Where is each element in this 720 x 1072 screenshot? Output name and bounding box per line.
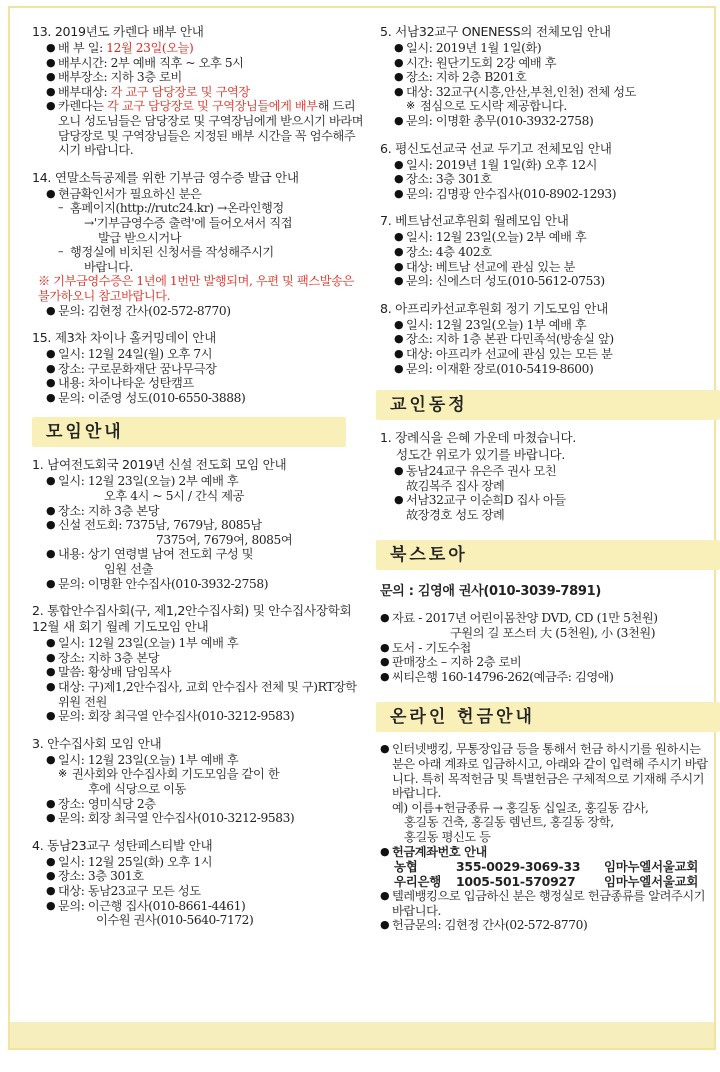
meeting-5 xyxy=(380,24,714,129)
list-item: ● 문의: 회장 최극열 안수집사(010-3212-9583) xyxy=(46,811,364,826)
list-item: ● 배 부 일: 12월 23일(오늘) xyxy=(46,41,364,56)
section-banner-bookstore: 북스토아 xyxy=(376,540,720,570)
list-item: ● 서남32교구 이순희D 집사 아들 xyxy=(394,493,714,508)
list-item: ● 문의: 회장 최극열 안수집사(010-3212-9583) xyxy=(46,709,364,724)
list-item: ● 일시: 12월 23일(오늘) 1부 예배 후 xyxy=(394,318,714,333)
notice-title: 14. 연말소득공제를 위한 기부금 영수증 발급 안내 xyxy=(32,169,299,185)
list-item: ● 문의: 김명광 안수집사(010-8902-1293) xyxy=(394,187,714,202)
list-item: ● 일시: 12월 23일(오늘) 2부 예배 후 xyxy=(394,230,714,245)
notice-title: 7. 베트남선교후원회 월례모임 안내 xyxy=(380,213,569,229)
meeting-8 xyxy=(380,301,714,376)
list-item: ● 헌금문의: 김현정 간사(02-572-8770) xyxy=(380,918,714,933)
section-banner-member-news: 교인동정 xyxy=(376,390,720,420)
list-item: ● 대상: 베트남 선교에 관심 있는 분 xyxy=(394,260,714,275)
list-item: ● 장소: 3층 301호 xyxy=(394,172,714,187)
list-item: 구원의 길 포스터 大 (5천원), 小 (3천원) xyxy=(450,626,656,641)
bank-account-row: 농협 355-0029-3069-33 임마누엘서울교회 xyxy=(394,859,699,875)
list-item: ● 일시: 12월 23일(오늘) 1부 예배 후 xyxy=(46,636,364,651)
list-item: ● 일시: 12월 23일(오늘) 1부 예배 후 xyxy=(46,753,364,768)
list-item: ● 동남24교구 유은주 권사 모친 xyxy=(394,464,714,479)
meeting-1 xyxy=(32,457,364,591)
right-column xyxy=(380,24,714,945)
list-item: – 홈페이지(http://rutc24.kr) →온라인행정 xyxy=(46,201,364,216)
bookstore xyxy=(380,580,714,684)
notice-subtitle: 성도간 위로가 있기를 바랍니다. xyxy=(396,447,566,463)
list-item: ● 현금확인서가 필요하신 분은 xyxy=(46,187,364,202)
list-item: ● 장소: 3층 301호 xyxy=(46,869,364,884)
list-item: 오후 4시 ~ 5시 / 간식 제공 xyxy=(104,489,245,504)
notice-title: 3. 안수집사회 모임 안내 xyxy=(32,735,162,751)
notice-13 xyxy=(32,24,364,158)
meeting-4 xyxy=(32,838,364,928)
notice-title: 2. 통합안수집사회(구, 제1,2안수집사회) 및 안수집사장학회 12월 새 회기 월례 기도모임 안내 xyxy=(32,603,352,635)
list-item: – 행정실에 비치된 신청서를 작성해주시기 xyxy=(46,245,364,260)
list-item: ● 텔레뱅킹으로 입금하신 분은 행정실로 헌금종류를 알려주시기 바랍니다. xyxy=(380,889,714,918)
list-item: 바랍니다. xyxy=(84,259,133,274)
list-item: 故김복주 집사 장례 xyxy=(406,478,505,493)
notice-14 xyxy=(32,170,364,318)
list-item: ※ 권사회와 안수집사회 기도모임을 같이 한 xyxy=(46,767,364,782)
list-item: ● 시간: 원단기도회 2강 예배 후 xyxy=(394,56,714,71)
list-item: ● 대상: 구)제1,2안수집사, 교회 안수집사 전체 및 구)RT장학위원 전원 xyxy=(46,680,364,709)
list-item: ● 문의: 이재환 장로(010-5419-8600) xyxy=(394,362,714,377)
list-item: ● 내용: 차이나타운 성탄캠프 xyxy=(46,376,364,391)
notice-title: 1. 장례식을 은혜 가운데 마쳤습니다. xyxy=(380,430,577,446)
section-banner-meetings: 모임안내 xyxy=(32,417,346,447)
list-item: 임원 선출 xyxy=(104,562,153,577)
list-item: ● 문의: 이명환 안수집사(010-3932-2758) xyxy=(46,577,364,592)
list-item: ● 일시: 12월 25일(화) 오후 1시 xyxy=(46,855,364,870)
list-item: 홍길동 평신도 등 xyxy=(404,830,491,844)
list-item: ● 배부장소: 지하 3층 로비 xyxy=(46,70,364,85)
list-item: ● 대상: 동남23교구 모든 성도 xyxy=(46,884,364,899)
list-item: ● 대상: 32교구(시흥,안산,부천,인천) 전체 성도 xyxy=(394,85,714,100)
list-item: ● 대상: 아프리카 선교에 관심 있는 모든 분 xyxy=(394,347,714,362)
list-item: 이수원 권사(010-5640-7172) xyxy=(96,913,254,928)
list-item: ● 장소: 영미식당 2층 xyxy=(46,797,364,812)
notice-title: 1. 남여전도회국 2019년 신설 전도회 모임 안내 xyxy=(32,457,287,473)
list-item: 홍길동 건축, 홍길동 렘넌트, 홍길동 장학, xyxy=(404,815,614,830)
online-offering xyxy=(380,742,714,933)
bank-account-row: 우리은행 1005-501-570927 임마누엘서울교회 xyxy=(394,874,699,890)
list-item: ● 일시: 12월 24일(월) 오후 7시 xyxy=(46,347,364,362)
list-item: 예) 이름+헌금종류 → 홍길동 십일조, 홍길동 감사, xyxy=(392,800,649,815)
list-item: ● 장소: 지하 2층 B201호 xyxy=(394,70,714,85)
list-item: ● 장소: 지하 1층 본관 다민족석(방송실 앞) xyxy=(394,332,714,347)
notice-title: 8. 아프리카선교후원회 정기 기도모임 안내 xyxy=(380,300,608,316)
list-item: →'기부금영수증 출력'에 들어오셔서 직접 xyxy=(84,215,293,230)
list-item: ● 신설 전도회: 7375남, 7679남, 8085남 xyxy=(46,518,364,533)
list-item: ● 카렌다는 각 교구 담당장로 및 구역장님들에게 배부해 드리오니 성도님들은 담당장로 및 구역장님에게 받으시기 바라며 담당장로 및 구역장님들은 지정된 배부 시간을 꼭 엄수해주시기 바랍니다. xyxy=(46,99,364,157)
list-item: 후에 식당으로 이동 xyxy=(88,781,186,796)
list-item: ● 판매장소 – 지하 2층 로비 xyxy=(380,655,714,670)
list-item: ● 장소: 구로문화재단 꿈나무극장 xyxy=(46,362,364,377)
list-item: ● 말씀: 황상배 담임목사 xyxy=(46,665,364,680)
list-item: ● 인터넷뱅킹, 무통장입금 등을 통해서 헌금 하시기를 원하시는 분은 아래 계좌로 입금하시고, 아래와 같이 입력해 주시기 바랍니다. 특히 목적헌금 및 특별헌금은 구체적으로 기재해 주시기 바랍니다. xyxy=(380,742,714,800)
list-item: ● 장소: 4층 402호 xyxy=(394,245,714,260)
list-item: ● 자료 - 2017년 어린이몸찬양 DVD, CD (1만 5천원) xyxy=(380,611,714,626)
list-item: ● 일시: 12월 23일(오늘) 2부 예배 후 xyxy=(46,474,364,489)
notice-title: 15. 제3차 차이나 홀커밍데이 안내 xyxy=(32,330,217,346)
bottom-band xyxy=(10,1022,714,1048)
list-item: 발급 받으시거나 xyxy=(98,230,182,245)
list-item: ● 문의: 이근행 집사(010-8661-4461) xyxy=(46,899,364,914)
list-item: ● 문의: 신에스더 성도(010-5612-0753) xyxy=(394,274,714,289)
list-item: ● 내용: 상기 연령별 남여 전도회 구성 및 xyxy=(46,547,364,562)
left-column xyxy=(32,24,364,940)
section-banner-online-offering: 온라인 헌금안내 xyxy=(376,702,720,732)
meeting-3 xyxy=(32,736,364,826)
meeting-6 xyxy=(380,141,714,202)
bookstore-contact: 문의 : 김영애 권사(010-3039-7891) xyxy=(380,584,602,600)
member-news xyxy=(380,430,714,522)
list-item: 7375여, 7679여, 8085여 xyxy=(156,532,293,547)
notice-title: 13. 2019년도 카렌다 배부 안내 xyxy=(32,24,204,39)
meeting-2 xyxy=(32,603,364,724)
list-item: ● 일시: 2019년 1월 1일(화) 오후 12시 xyxy=(394,158,714,173)
notice-title: 6. 평신도선교국 선교 두기고 전체모임 안내 xyxy=(380,140,612,156)
list-item: ● 헌금계좌번호 안내 xyxy=(380,845,714,860)
list-item: ● 일시: 2019년 1월 1일(화) xyxy=(394,41,714,56)
list-item: ● 문의: 김현정 간사(02-572-8770) xyxy=(46,304,364,319)
meeting-7 xyxy=(380,213,714,288)
list-item: ● 도서 - 기도수첩 xyxy=(380,641,714,656)
list-item: ● 씨티은행 160-14796-262(예금주: 김영애) xyxy=(380,670,714,685)
notice-title: 4. 동남23교구 성탄페스티발 안내 xyxy=(32,837,213,853)
notice-warning: ※ 기부금영수증은 1년에 1번만 발행되며, 우편 및 팩스발송은 불가하오니 참고바랍니다. xyxy=(38,274,354,303)
notice-15 xyxy=(32,330,364,405)
list-item: ● 장소: 지하 3층 본당 xyxy=(46,651,364,666)
list-item: 故장경호 성도 장례 xyxy=(406,507,505,522)
list-item: ● 장소: 지하 3층 본당 xyxy=(46,504,364,519)
list-item: ● 문의: 이명환 총무(010-3932-2758) xyxy=(394,114,714,129)
bulletin-page xyxy=(8,6,716,1050)
list-item: ● 배부대상: 각 교구 담당장로 및 구역장 xyxy=(46,85,364,100)
list-item: ※ 점심으로 도시락 제공합니다. xyxy=(394,99,714,114)
list-item: ● 배부시간: 2부 예배 직후 ~ 오후 5시 xyxy=(46,56,364,71)
notice-title: 5. 서남32교구 ONENESS의 전체모임 안내 xyxy=(380,24,611,39)
list-item: ● 문의: 이준영 성도(010-6550-3888) xyxy=(46,391,364,406)
